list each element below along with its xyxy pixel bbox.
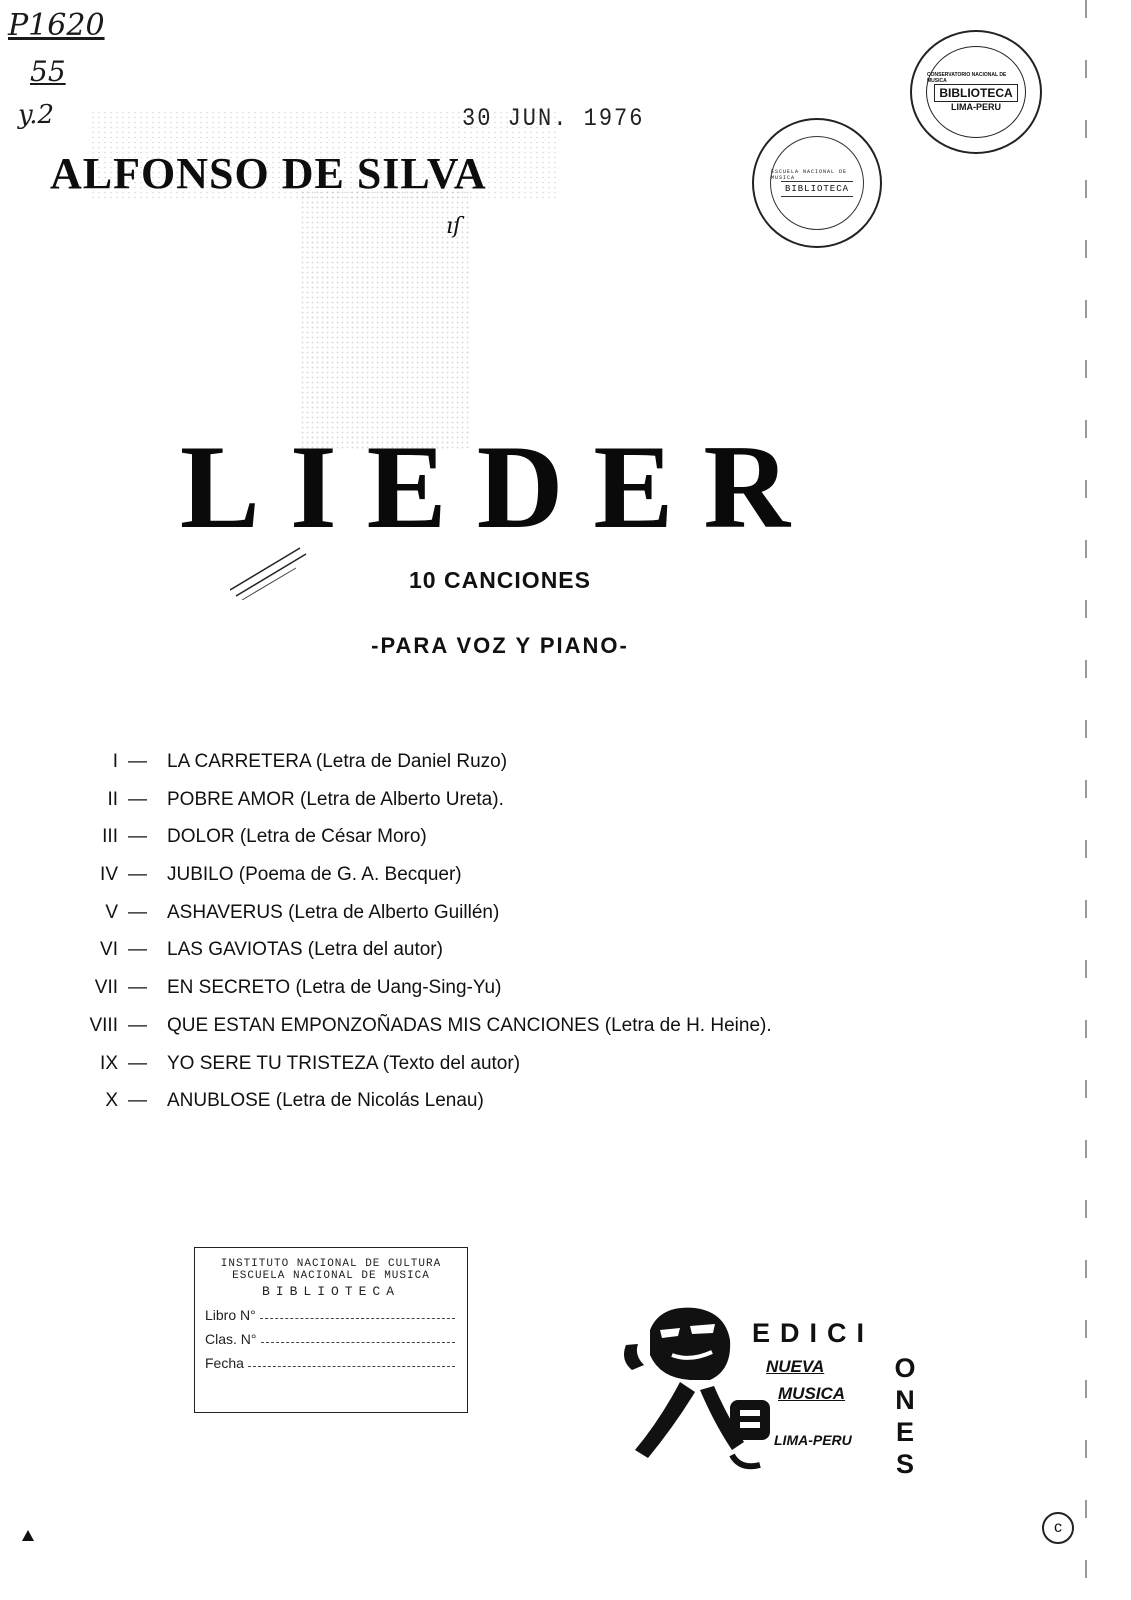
song-number: IV xyxy=(100,864,118,886)
song-dash: — xyxy=(128,788,147,810)
subtitle-count: 10 CANCIONES xyxy=(409,567,591,593)
publisher-logo-column xyxy=(890,1352,920,1480)
handwritten-call-number: P1620 xyxy=(8,8,105,43)
handwritten-copy-number: y.2 xyxy=(18,100,55,130)
print-speckle xyxy=(300,190,470,450)
logo-letter: N xyxy=(895,1385,915,1415)
stamp-field-book xyxy=(205,1307,467,1323)
song-number: IX xyxy=(100,1052,118,1074)
song-dash: — xyxy=(128,751,147,772)
stamp-ring-text: ESCUELA NACIONAL DE MUSICA xyxy=(771,169,848,181)
song-title: EN SECRETO (Letra de Uang-Sing-Yu) xyxy=(167,977,502,999)
stamp-institute-line: INSTITUTO NACIONAL DE CULTURA xyxy=(220,1258,442,1270)
song-item xyxy=(60,1082,960,1120)
conservatorio-library-stamp xyxy=(910,30,1042,154)
stamp-school-line: ESCUELA NACIONAL DE MUSICA xyxy=(232,1270,430,1282)
page-edge-shadow xyxy=(1085,0,1087,1600)
song-list xyxy=(60,743,960,1120)
work-title: LIEDER xyxy=(179,420,821,553)
logo-letter: E xyxy=(895,1417,914,1447)
logo-letter: S xyxy=(895,1449,914,1479)
stamp-field-class xyxy=(205,1331,467,1347)
song-item xyxy=(60,818,960,856)
song-item xyxy=(60,743,960,781)
song-title: LA CARRETERA (Letra de Daniel Ruzo) xyxy=(167,751,508,772)
song-item xyxy=(60,1045,960,1083)
song-number: X xyxy=(105,1090,118,1112)
stamp-center-text: BIBLIOTECA xyxy=(781,181,853,197)
song-item xyxy=(60,781,960,819)
copyright-mark: c xyxy=(1042,1512,1074,1544)
song-dash: — xyxy=(128,939,147,961)
escuela-library-stamp xyxy=(752,118,882,248)
publisher-logo-city: LIMA-PERU xyxy=(774,1432,852,1448)
stamp-library-line: BIBLIOTECA xyxy=(261,1284,400,1299)
triangle-mark xyxy=(22,1530,34,1541)
subtitle-instrumentation: -PARA VOZ Y PIANO- xyxy=(371,633,629,658)
logo-letter: O xyxy=(894,1353,916,1383)
song-dash: — xyxy=(128,977,147,999)
song-dash: — xyxy=(128,1052,147,1074)
song-dash: — xyxy=(128,1014,147,1036)
song-item xyxy=(60,894,960,932)
song-title: DOLOR (Letra de César Moro) xyxy=(167,826,427,848)
publisher-logo-nueva: NUEVA xyxy=(766,1357,825,1376)
field-label: Fecha xyxy=(205,1355,244,1371)
song-dash: — xyxy=(128,901,147,923)
song-item xyxy=(60,931,960,969)
stamp-ring-bottom-text: LIMA-PERU xyxy=(951,102,1001,112)
song-number: I xyxy=(112,751,118,772)
library-catalog-stamp xyxy=(194,1247,468,1413)
song-item xyxy=(60,856,960,894)
song-number: II xyxy=(107,788,118,810)
handwritten-shelf-number: 55 xyxy=(30,55,66,88)
song-number: VII xyxy=(94,977,118,999)
song-dash: — xyxy=(128,1090,147,1112)
song-title: JUBILO (Poema de G. A. Becquer) xyxy=(167,864,462,886)
song-dash: — xyxy=(128,826,147,848)
song-title: ASHAVERUS (Letra de Alberto Guillén) xyxy=(167,901,500,923)
song-title: POBRE AMOR (Letra de Alberto Ureta). xyxy=(167,788,504,810)
song-title: QUE ESTAN EMPONZOÑADAS MIS CANCIONES (Letra de H. Heine). xyxy=(167,1014,772,1036)
song-number: VIII xyxy=(89,1014,118,1036)
pencil-mark: ıſ xyxy=(446,214,462,239)
composer-name: ALFONSO DE SILVA xyxy=(50,149,487,198)
song-title: ANUBLOSE (Letra de Nicolás Lenau) xyxy=(167,1090,484,1112)
song-dash: — xyxy=(128,864,147,886)
song-title: LAS GAVIOTAS (Letra del autor) xyxy=(167,939,443,961)
date-stamp: 30 JUN. 1976 xyxy=(462,104,645,133)
stamp-ring-text: CONSERVATORIO NACIONAL DE MUSICA xyxy=(927,72,1007,84)
field-label: Clas. N° xyxy=(205,1331,257,1347)
field-label: Libro N° xyxy=(205,1307,256,1323)
publisher-logo-musica: MUSICA xyxy=(778,1384,846,1403)
song-number: III xyxy=(102,826,118,848)
song-item xyxy=(60,1007,960,1045)
song-item xyxy=(60,969,960,1007)
song-number: V xyxy=(105,901,118,923)
song-number: VI xyxy=(100,939,118,961)
stamp-center-text: BIBLIOTECA xyxy=(934,84,1017,102)
stamp-field-date xyxy=(205,1355,467,1371)
publisher-logo-text: EDICI xyxy=(752,1318,875,1348)
song-title: YO SERE TU TRISTEZA (Texto del autor) xyxy=(167,1052,521,1074)
